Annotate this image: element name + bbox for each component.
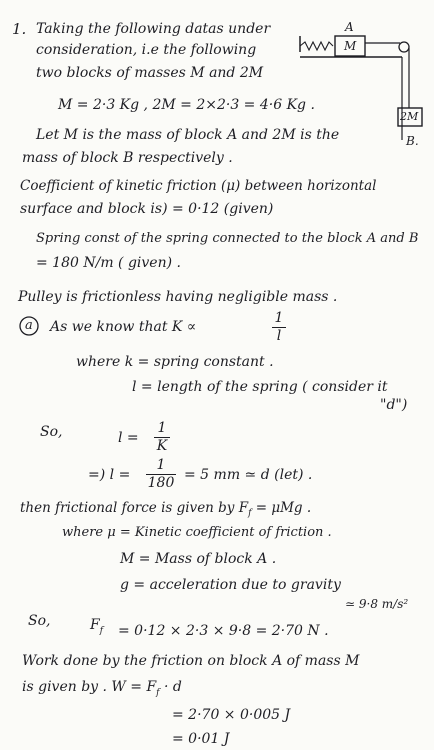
spring-const-line-1: Spring const of the spring connected to the block A and B — [36, 231, 419, 246]
so-1: So, — [40, 424, 63, 440]
so-1-eq: l = — [118, 430, 139, 446]
label-a: A — [345, 20, 354, 34]
spring-const-line-2: = 180 N/m ( given) . — [36, 255, 181, 271]
frac-numerator: 1 — [274, 310, 284, 326]
frac-denominator: l — [276, 327, 282, 344]
masses-line: M = 2·3 Kg , 2M = 2×2·3 = 4·6 Kg . — [58, 97, 315, 113]
where-m: M = Mass of block A . — [120, 551, 277, 567]
let-line-2: mass of block B respectively . — [22, 150, 233, 166]
fraction-one-over-180 — [146, 458, 176, 490]
implies-result: = 5 mm ≃ d (let) . — [184, 467, 313, 483]
where-l-1: l = length of the spring ( consider it — [132, 379, 388, 395]
then-rhs: = μMg . — [255, 500, 312, 516]
work-line-2 — [22, 680, 182, 698]
so-2: So, — [28, 613, 51, 629]
where-l-2: "d") — [380, 397, 408, 413]
frac-numerator: 1 — [156, 457, 166, 473]
let-line-1: Let M is the mass of block A and 2M is the — [36, 127, 340, 143]
part-a-marker: a — [25, 318, 33, 333]
pulley-icon — [399, 42, 409, 52]
friction-coeff-line-2: surface and block is) = 0·12 (given) — [20, 201, 274, 217]
work-d: · d — [163, 679, 182, 695]
so-2-f-subscript: f — [99, 625, 104, 636]
label-2m: 2M — [400, 110, 419, 123]
label-m: M — [344, 39, 357, 53]
fraction-one-over-l — [272, 311, 286, 343]
so-2-f-symbol: F — [90, 617, 100, 633]
where-k: where k = spring constant . — [76, 354, 274, 370]
label-b: B. — [406, 134, 419, 148]
intro-line-3: two blocks of masses M and 2M — [36, 65, 264, 81]
pulley-line: Pulley is frictionless having negligible mass . — [18, 289, 338, 305]
then-line — [20, 502, 311, 519]
work-line-3: = 2·70 × 0·005 J — [172, 707, 291, 723]
work-subscript: f — [156, 687, 160, 698]
frac-denominator: 180 — [147, 474, 175, 491]
work-text: is given by . W = F — [22, 679, 157, 695]
work-line-1: Work done by the friction on block A of mass M — [22, 653, 360, 669]
fraction-one-over-k — [154, 421, 170, 453]
problem-number: 1. — [12, 20, 27, 38]
frac-denominator: K — [156, 437, 168, 454]
frac-numerator: 1 — [157, 420, 167, 436]
work-line-4: = 0·01 J — [172, 731, 230, 747]
so-2-eq: = 0·12 × 2·3 × 9·8 = 2·70 N . — [118, 623, 329, 639]
spring-icon — [300, 42, 333, 50]
g-value: ≃ 9·8 m/s² — [345, 597, 409, 611]
friction-coeff-line-1: Coefficient of kinetic friction (μ) between horizontal — [20, 178, 377, 194]
intro-line-1: Taking the following datas under — [36, 21, 271, 37]
so-2-f — [90, 618, 103, 636]
then-text: then frictional force is given by F — [20, 500, 249, 516]
intro-line-2: consideration, i.e the following — [36, 42, 257, 58]
then-subscript: f — [248, 508, 252, 519]
implies-line: =) l = — [88, 467, 131, 483]
as-we-know: As we know that K ∝ — [50, 319, 197, 335]
where-g: g = acceleration due to gravity — [120, 577, 341, 593]
where-mu: where μ = Kinetic coefficient of friction . — [62, 525, 332, 540]
